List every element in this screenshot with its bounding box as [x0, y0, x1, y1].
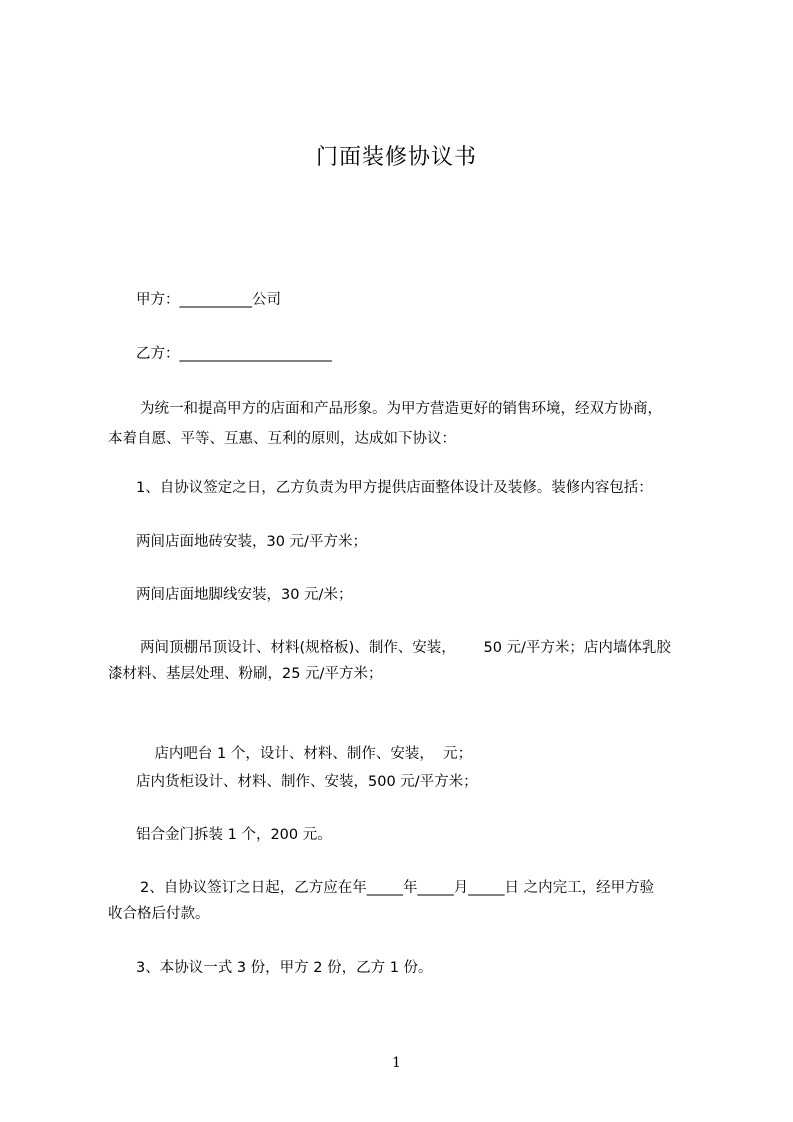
clause-1: [108, 475, 708, 501]
clause-1-text: 1、自协议签定之日，乙方负责为甲方提供店面整体设计及装修。装修内容包括：: [136, 480, 653, 496]
page-number: 1: [392, 1055, 401, 1071]
party-b-line: [108, 341, 708, 367]
item-5-text: 店内货柜设计、材料、制作、安装，500 元/平方米；: [136, 774, 478, 790]
party-a-text: 甲方：__________公司: [136, 292, 281, 308]
item-4-text: 店内吧台 1 个，设计、材料、制作、安装， 元；: [154, 746, 473, 762]
item-5: [108, 769, 708, 795]
item-2-text: 两间店面地脚线安装，30 元/米；: [136, 587, 353, 603]
item-3-line-1: 两间顶棚吊顶设计、材料(规格板)、制作、安装， 50 元/平方米；店内墙体乳胶: [140, 640, 671, 656]
clause-2-line-2: 收合格后付款。: [108, 906, 210, 922]
item-1: [108, 529, 708, 555]
document-title: 门面装修协议书: [315, 145, 477, 170]
clause-2-paragraph: [108, 875, 708, 927]
party-b-text: 乙方：_____________________: [136, 346, 332, 362]
party-a-line: [108, 287, 708, 313]
item-1-text: 两间店面地砖安装，30 元/平方米；: [136, 534, 367, 550]
item-6: [108, 822, 708, 848]
clause-2-line-1: 2、自协议签订之日起，乙方应在年_____年_____月_____日 之内完工，经甲方验: [140, 880, 655, 896]
clause-3: [108, 955, 708, 981]
item-6-text: 铝合金门拆装 1 个，200 元。: [136, 827, 332, 843]
clause-3-text: 3、本协议一式 3 份，甲方 2 份，乙方 1 份。: [136, 960, 433, 976]
intro-line-2: 本着自愿、平等、互惠、互利的原则，达成如下协议：: [108, 431, 456, 447]
intro-paragraph: [108, 396, 708, 452]
item-2: [108, 582, 708, 608]
intro-line-1: 为统一和提高甲方的店面和产品形象。为甲方营造更好的销售环境，经双方协商，: [140, 401, 662, 417]
item-3-paragraph: [108, 635, 708, 687]
item-3-line-2: 漆材料、基层处理、粉刷，25 元/平方米；: [108, 666, 383, 682]
